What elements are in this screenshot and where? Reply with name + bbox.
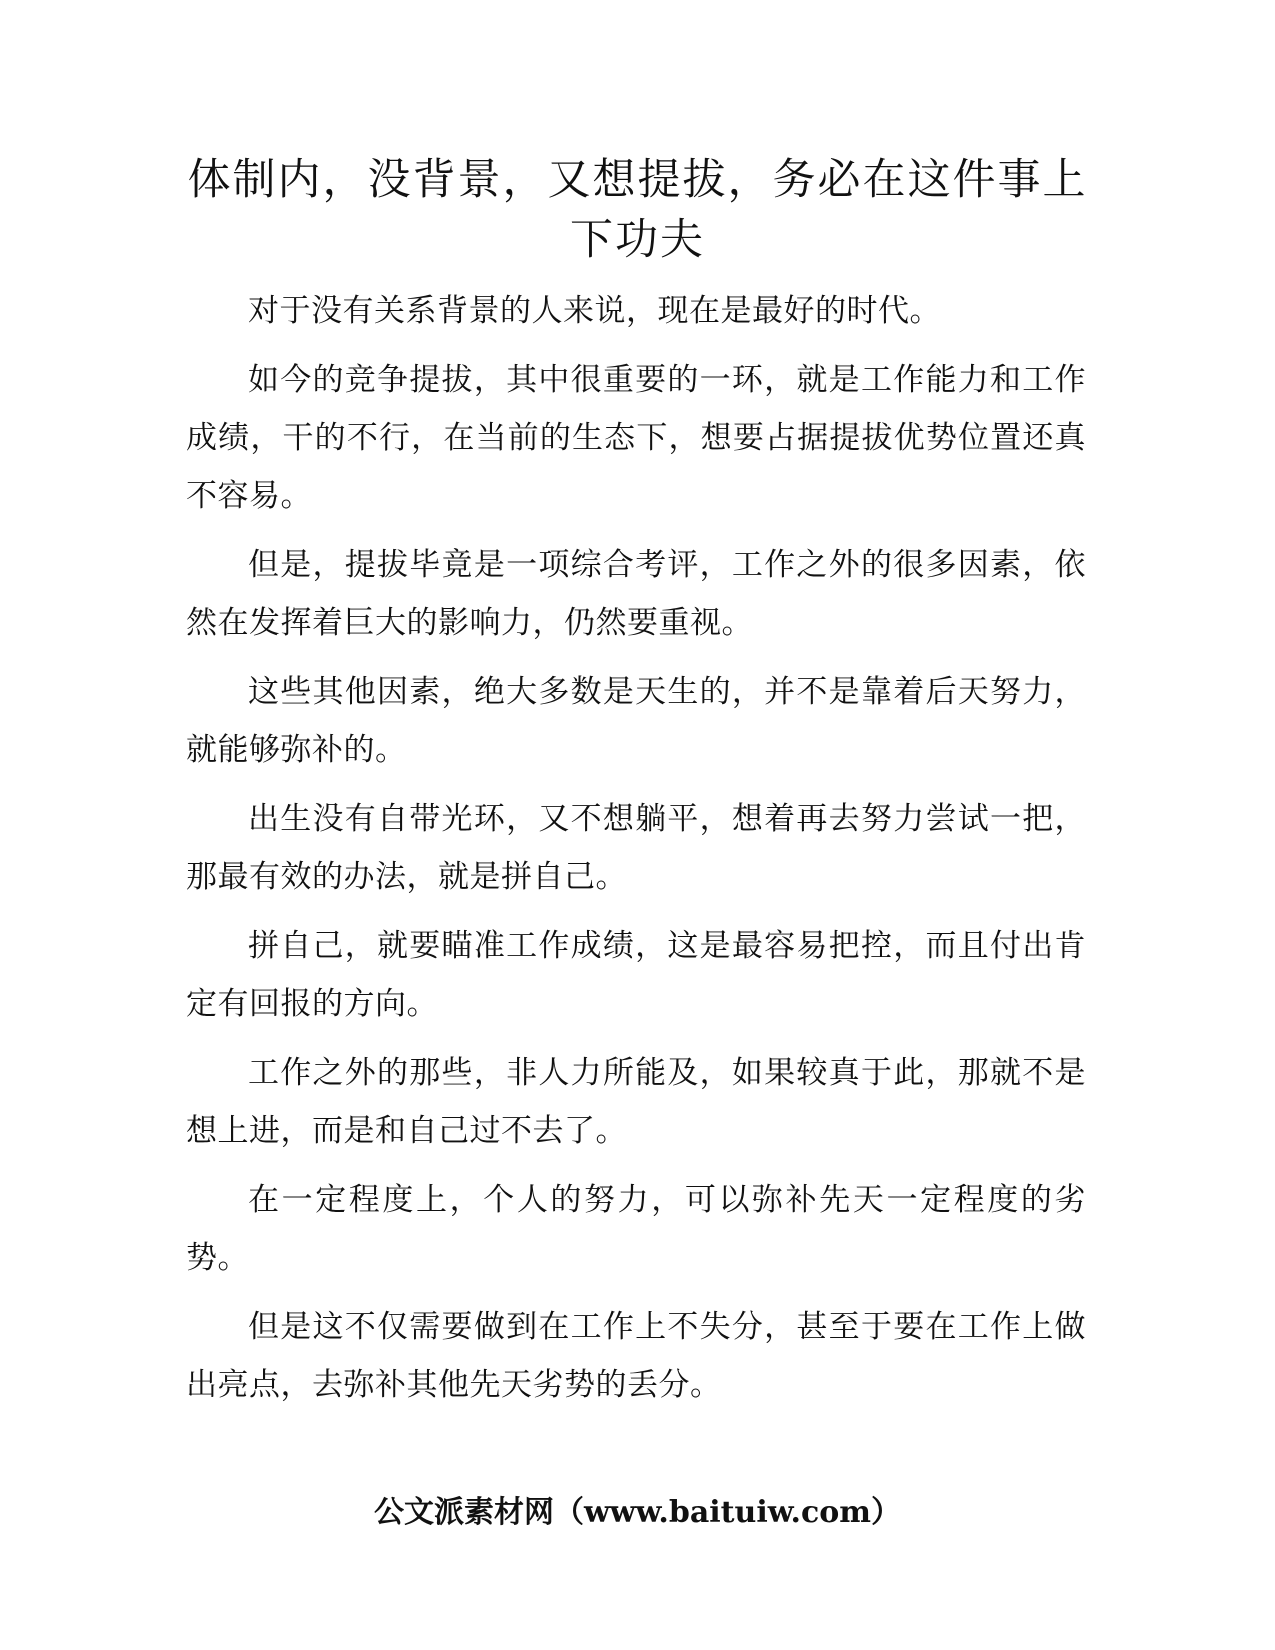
paragraph: 拼自己，就要瞄准工作成绩，这是最容易把控，而且付出肯定有回报的方向。 [186, 928, 1086, 1022]
paragraph: 这些其他因素，绝大多数是天生的，并不是靠着后天努力，就能够弥补的。 [186, 674, 1086, 768]
paragraph: 但是，提拔毕竟是一项综合考评，工作之外的很多因素，依然在发挥着巨大的影响力，仍然要重视。 [186, 547, 1086, 641]
paragraph: 在一定程度上，个人的努力，可以弥补先天一定程度的劣势。 [186, 1182, 1086, 1276]
paragraph: 对于没有关系背景的人来说，现在是最好的时代。 [248, 293, 941, 329]
source-footer: 公文派素材网（www.baituiw.com） [373, 1495, 902, 1530]
document-title: 体制内，没背景，又想提拔，务必在这件事上下功夫 [187, 155, 1088, 265]
document-body [186, 282, 1086, 1425]
paragraph: 但是这不仅需要做到在工作上不失分，甚至于要在工作上做出亮点，去弥补其他先天劣势的丢分。 [186, 1309, 1086, 1403]
paragraph: 如今的竞争提拔，其中很重要的一环，就是工作能力和工作成绩，干的不行，在当前的生态下，想要占据提拔优势位置还真不容易。 [186, 362, 1086, 514]
paragraph: 出生没有自带光环，又不想躺平，想着再去努力尝试一把，那最有效的办法，就是拼自己。 [186, 801, 1086, 895]
paragraph: 工作之外的那些，非人力所能及，如果较真于此，那就不是想上进，而是和自己过不去了。 [186, 1055, 1086, 1149]
